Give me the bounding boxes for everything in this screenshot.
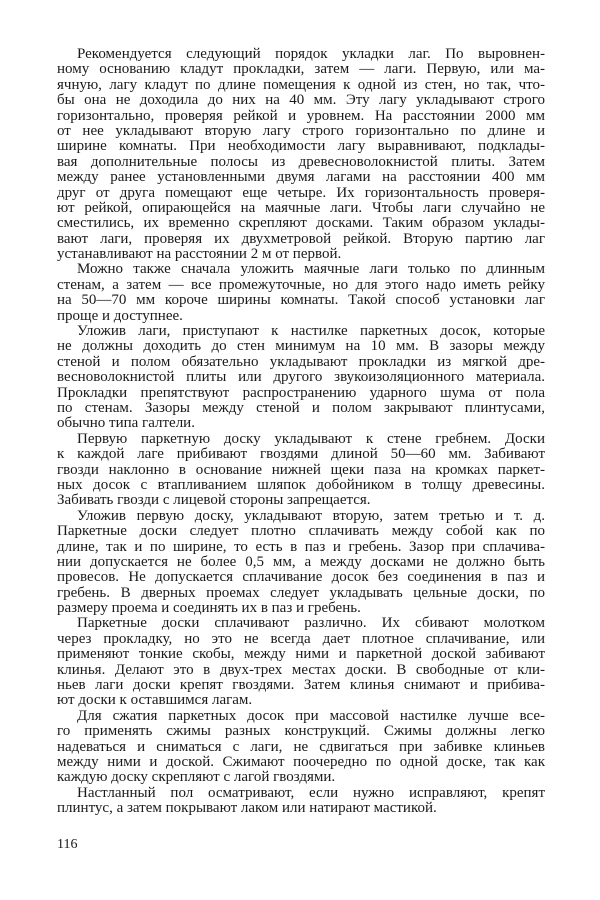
text-line: Рекомендуется следующий порядок укладки лаг. По выровнен-	[77, 46, 545, 62]
text-line: надеваться и сниматься с лаги, не сдвигаться при забивке клиньев	[57, 738, 545, 755]
text-line: каждую доску скрепляют с лагой гвоздями.	[57, 769, 336, 786]
text-line: между ранее установленными двумя лагами на расстоянии 400 мм	[57, 169, 545, 186]
text-line: ют рейкой, опирающейся на маячные лаги. Чтобы лаги случайно не	[57, 199, 545, 216]
text-line: Первую паркетную доску укладывают к стене гребнем. Доски	[77, 430, 545, 447]
text-line: ячную, лагу кладут по длине помещения к одной из стен, но так, что-	[57, 76, 545, 93]
text-line: Для сжатия паркетных досок при массовой настилке лучше все-	[77, 707, 545, 724]
text-line: ных досок с втапливанием шляпок добойником в толщу древесины.	[57, 476, 545, 493]
paragraph	[57, 47, 545, 262]
text-line: от нее укладывают вторую лагу строго горизонтально по длине и	[57, 122, 545, 139]
text-line: друг от друга помещают еще четыре. Их горизонтальность проверя-	[57, 184, 545, 201]
text-line: гребень. В дверных проемах следует укладывать цельные доски, по	[57, 584, 545, 601]
text-line: устанавливают на расстоянии 2 м от первой.	[57, 246, 342, 263]
text-line: Паркетные доски сплачивают различно. Их сбивают молотком	[77, 615, 545, 632]
text-line: Можно также сначала уложить маячные лаги только по длинным	[77, 261, 545, 278]
paragraph	[57, 709, 545, 786]
text-line: ньев лаги доски крепят гвоздями. Затем клинья снимают и прибива-	[57, 677, 545, 694]
text-line: провесов. Не допускается сплачивание досок без соединения в паз и	[57, 569, 545, 586]
text-line: вая дополнительные полосы из древесноволокнистой плиты. Затем	[57, 153, 545, 170]
text-line: плинтус, а затем покрывают лаком или натирают мастикой.	[57, 800, 437, 817]
text-line: Паркетные доски следует плотно сплачивать между собой как по	[57, 523, 545, 540]
text-line: к каждой лаге прибивают гвоздями длиной 50—60 мм. Забивают	[57, 446, 545, 463]
text-line: Уложив первую доску, укладывают вторую, затем третью и т. д.	[77, 507, 545, 524]
text-line: гвозди наклонно в основание нижней щеки паза на кромках паркет-	[57, 461, 545, 478]
text-line: горизонтально, проверяя рейкой и уровнем. На расстоянии 2000 мм	[57, 107, 545, 124]
text-line: бы она не доходила до них на 40 мм. Эту лагу укладывают строго	[57, 92, 545, 109]
body-text	[57, 47, 545, 817]
paragraph	[57, 509, 545, 617]
text-line: размеру проема и соединять их в паз и гребень.	[57, 600, 361, 617]
text-line: го применять сжимы разных конструкций. Сжимы должны легко	[57, 723, 545, 740]
text-line: длине, так и по ширине, то есть в паз и гребень. Зазор при сплачива-	[57, 538, 545, 555]
text-line: на 50—70 мм короче ширины комнаты. Такой способ установки лаг	[57, 292, 545, 309]
text-line: вают лаги, проверяя их двухметровой рейкой. Вторую партию лаг	[57, 230, 545, 247]
text-line: весноволокнистой плиты или другого звукоизоляционного материала.	[57, 369, 545, 386]
text-line: нии допускается не более 0,5 мм, а между досками не должно быть	[57, 553, 545, 570]
text-line: сместились, их временно скрепляют досками. Таким образом уклады-	[57, 215, 545, 232]
text-line: стеной и полом обязательно укладывают прокладки из мягкой дре-	[57, 353, 545, 370]
text-line: применяют тонкие скобы, между ними и паркетной доской забивают	[57, 646, 545, 663]
paragraph	[57, 616, 545, 708]
paragraph	[57, 262, 545, 324]
text-line: Настланный пол осматривают, если нужно исправляют, крепят	[77, 784, 545, 801]
text-line: не должны доходить до стен минимум на 10 мм. В зазоры между	[57, 338, 545, 355]
text-line: стенам, а затем — все промежуточные, но для этого надо иметь рейку	[57, 276, 545, 293]
text-line: ют доски к оставшимся лагам.	[57, 692, 253, 709]
text-line: ному основанию кладут прокладки, затем — лаги. Первую, или ма-	[57, 61, 545, 78]
page-number: 116	[57, 837, 78, 852]
text-line: между ними и доской. Сжимают поочередно по одной доске, так как	[57, 753, 545, 770]
paragraph	[57, 324, 545, 432]
text-line: проще и доступнее.	[57, 307, 183, 324]
paragraph	[57, 786, 545, 817]
text-line: Забивать гвозди с лицевой стороны запрещается.	[57, 492, 371, 509]
text-line: ширине комнаты. При необходимости лагу выравнивают, подклады-	[57, 138, 545, 155]
text-line: Уложив лаги, приступают к настилке паркетных досок, которые	[77, 323, 545, 340]
text-line: обычно типа галтели.	[57, 415, 195, 432]
paragraph	[57, 432, 545, 509]
text-line: по стенам. Зазоры между стеной и полом закрывают плинтусами,	[57, 399, 545, 416]
text-line: Прокладки препятствуют распространению ударного шума от пола	[57, 384, 545, 401]
text-line: через прокладку, но это не всегда дает плотное сплачивание, или	[57, 630, 545, 647]
text-line: клинья. Делают это в двух-трех местах доски. В свободные от кли-	[57, 661, 545, 678]
